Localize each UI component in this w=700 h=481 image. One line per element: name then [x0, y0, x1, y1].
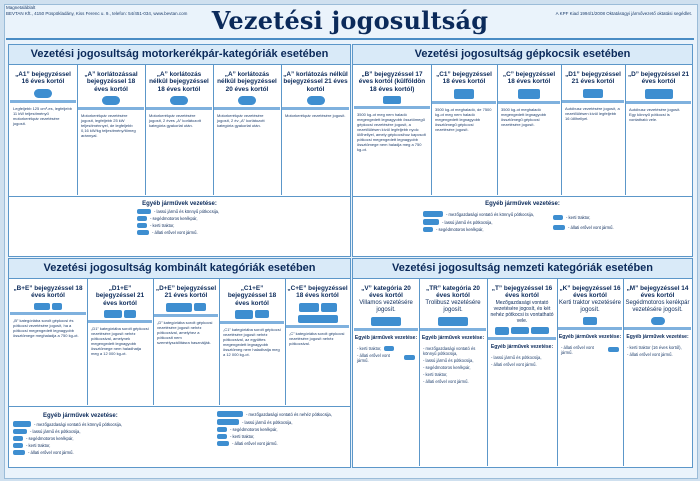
list-item: - kerti traktor,: [423, 371, 448, 377]
motorcycle-icon: [77, 96, 145, 105]
komb-cat-c1e: „C1+E” bejegyzéssel 18 éves kortól: [227, 285, 277, 307]
auto-cat-d1: „D1” bejegyzéssel 21 éves kortól: [565, 71, 621, 86]
moto-cat-a-20: „A” korlátozás nélkül bejegyzéssel 20 éves kortól: [217, 71, 277, 93]
moto-cat-a-18: „A” korlátozás nélkül bejegyzéssel 18 éves kortól: [149, 71, 209, 93]
list-item: - lassú jármű és könnyű pótkocsija,: [137, 209, 350, 214]
komb-col-c1e: [219, 279, 286, 405]
list-item: - lassú jármű és pótkocsija,: [217, 419, 349, 425]
motorcycle-icon: [145, 96, 213, 105]
truck-trailer-icon: [285, 303, 350, 312]
moto-col-a-21: [281, 65, 350, 195]
list-item: - lassú jármű és pótkocsija,: [491, 354, 542, 360]
komb-col-ce: [285, 279, 350, 405]
list-item: - állati erővel vont jármű.: [217, 441, 349, 446]
garden-tractor-icon: [384, 346, 394, 351]
moped-icon: [423, 227, 433, 232]
auto-desc-b: 3500 kg-ot meg nem haladó megengedett legnagyobb össztömegű gépkocsi vezetésére jogosít, a vezetőülésen kívül legfeljebb nyolc ülőhellyel, amely gépkocsihoz kapcsolt pótkocsi megengedett legnagyobb össztömege nem haladja meg a 750 kg-ot.: [357, 112, 426, 153]
auto-cat-d: „D” bejegyzéssel 21 éves kortól: [627, 71, 690, 86]
title-divider: [6, 38, 694, 40]
list-item: - mezőgazdasági vontató és nehéz pótkocsija,: [217, 411, 349, 417]
moto-col-a-18: [145, 65, 214, 195]
garden-tractor-icon: [137, 223, 147, 228]
horse-cart-icon: [608, 347, 619, 352]
auto-cat-b: „B” bejegyzéssel 17 éves kortól (külföldön 18 éves kortól): [358, 71, 426, 93]
nemz-desc-v: Villamos vezetésére jogosít.: [359, 299, 413, 313]
list-item: - segédmotoros kerékpár,: [423, 364, 471, 370]
nemz-other-title-k: Egyéb járművek vezetése:: [558, 333, 622, 340]
nemz-other-tr: [419, 341, 487, 384]
tractor-trailer-icon: [217, 411, 243, 417]
list-item: - állati erővel vont jármű.: [137, 230, 350, 235]
nemz-desc-tr: Trolibusz vezetésére jogosít.: [425, 299, 481, 313]
komb-col-be: [9, 279, 88, 405]
nemz-cat-tr: „TR” kategória 20 éves kortól: [426, 285, 480, 300]
auto-panel: [352, 44, 693, 257]
moto-desc-a1: Legfeljebb 125 cm³-es, legfeljebb 11 kW teljesítményű motorkerékpár vezetésére jogosít.: [13, 105, 72, 126]
approval-note: A KPF Kiad 1994/1/2008 Oktatásügyi jármővezető oktatási segédlet.: [555, 11, 692, 16]
list-item: - állati erővel vont jármű.: [553, 225, 688, 230]
list-item: - kerti traktor,: [137, 223, 350, 228]
auto-cat-c1: „C1” bejegyzéssel 18 éves kortól: [436, 71, 492, 86]
nemz-other-title-t: Egyéb járművek vezetése:: [490, 343, 554, 350]
page-title: Vezetési jogosultság: [211, 6, 489, 35]
nemz-col-m-divider: [624, 327, 691, 330]
moped-icon: [623, 317, 692, 325]
list-item: - lassú jármű és pótkocsija,: [423, 219, 573, 225]
nemz-other-k: [557, 340, 623, 355]
komb-col-d1e: [87, 279, 154, 405]
moto-other-vehicles: [9, 196, 350, 256]
list-item: - kerti traktor,: [553, 215, 688, 220]
auto-cat-c: „C” bejegyzéssel 18 éves kortól: [502, 71, 556, 86]
moto-cat-a-restricted: „A” korlátozással bejegyzéssel 18 éves kortól: [84, 71, 138, 93]
moto-cat-a-21: „A” korlátozás nélkül bejegyzéssel 21 éves kortól: [283, 71, 348, 93]
list-item: - állati erővel vont jármű.: [423, 378, 469, 384]
tractor-trailer-icon: [487, 327, 557, 335]
komb-heading: Vezetési jogosultság kombinált kategóriák esetében: [9, 259, 350, 279]
komb-panel: [8, 258, 351, 468]
moto-col-a-20: [213, 65, 282, 195]
nemz-desc-m: Segédmotoros kerékpár vezetésére jogosít.: [625, 299, 690, 313]
nemz-other-title-v: Egyéb járművek vezetése:: [354, 334, 418, 341]
nemz-col-tr: [419, 279, 488, 466]
komb-other-vehicles: [9, 406, 350, 467]
auto-desc-d: Autóbusz vezetésére jogosít. Egy könnyű pótkocsi is vontatható vele.: [629, 106, 681, 122]
list-item: - segédmotoros kerékpár,: [137, 216, 350, 221]
list-item: - mezőgazdasági vontató és könnyű pótkocsija,: [423, 345, 476, 356]
moto-heading: Vezetési jogosultság motorkerékpár-kategóriák esetében: [9, 45, 350, 65]
nemz-col-k: [557, 279, 624, 466]
nemz-other-title-tr: Egyéb járművek vezetése:: [421, 334, 485, 341]
list-item: - kerti traktor,: [217, 434, 349, 439]
list-item: - segédmotoros kerékpár,: [423, 227, 573, 232]
nemz-heading: Vezetési jogosultság nemzeti kategóriák esetében: [353, 259, 692, 279]
auto-other-title: Egyéb járművek vezetése:: [485, 201, 560, 207]
horse-cart-icon: [217, 441, 229, 446]
semi-trailer-icon: [285, 315, 350, 323]
nemz-col-k-divider: [558, 327, 622, 330]
motorcycle-icon: [9, 89, 77, 98]
auto-col-b: [353, 65, 432, 195]
komb-desc-ce: „C” kategóriába sorolt gépkocsi vezetésére jogosít nehéz pótkocsival.: [289, 330, 345, 346]
list-item: - kerti traktor,: [357, 346, 415, 351]
auto-desc-d1: Autóbusz vezetésére jogosít, a vezetőülésen kívül legfeljebb 16 ülőhellyel.: [565, 105, 620, 121]
minibus-trailer-icon: [87, 310, 153, 318]
list-item: - lassú jármű és pótkocsija,: [13, 429, 203, 434]
list-item: - mezőgazdasági vontató és könnyű pótkocsija,: [423, 211, 573, 217]
auto-col-d1: [561, 65, 626, 195]
nemz-cat-v: „V” kategória 20 éves kortól: [361, 285, 411, 300]
nemz-other-title-m: Egyéb járművek vezetése:: [626, 333, 689, 340]
moto-desc-a-21: Motorkerékpár vezetésére jogosít.: [285, 113, 346, 119]
moto-desc-a-restricted: Motorkerékpár vezetésére jogosít, legfeljebb 25 kW teljesítménnyel, de legfeljebb 0,16 kW/kg teljesítmény/tömeg aránnyal.: [81, 113, 136, 139]
motorcycle-icon: [213, 96, 281, 105]
garden-tractor-icon: [13, 443, 23, 448]
car-icon: [353, 96, 431, 104]
nemz-cat-t: „T” bejegyzéssel 16 éves kortól: [491, 285, 553, 300]
komb-columns: [9, 279, 350, 405]
nemz-other-t: [487, 350, 557, 367]
moto-col-a1: [9, 65, 78, 195]
komb-cat-ce: „C+E” bejegyzéssel 18 éves kortól: [287, 285, 348, 300]
moto-desc-a-18: Motorkerékpár vezetésére jogosít, 2 éves „A” korlátozott kategória gyakorlat után.: [149, 113, 201, 129]
nemz-col-tr-divider: [420, 328, 486, 331]
komb-col-de: [153, 279, 220, 405]
nemz-desc-k: Kerti traktor vezetésére jogosít.: [558, 299, 622, 313]
bus-trailer-icon: [153, 303, 219, 312]
trolleybus-icon: [419, 317, 487, 326]
moped-icon: [137, 216, 147, 221]
truck-trailer-icon: [219, 310, 285, 319]
komb-desc-c1e: „C1” kategóriába sorolt gépkocsi vezetésére jogosít nehéz pótkocsival, az együttes megengedett legnagyobb össztömeg nem haladhatja meg a 12 000 kg-ot.: [223, 327, 281, 358]
nemz-columns: [353, 279, 692, 466]
komb-other-title-left: Egyéb járművek vezetése:: [43, 413, 118, 419]
auto-col-c: [497, 65, 562, 195]
truck-icon: [431, 89, 497, 99]
moped-icon: [217, 427, 227, 432]
nemz-col-v: [353, 279, 420, 466]
publisher-line1: Magnetaláblalt: [6, 5, 36, 10]
list-item: - segédmotoros kerékpár,: [217, 427, 349, 432]
moto-other-title: Egyéb járművek vezetése:: [142, 201, 217, 207]
nemz-cat-k: „K” bejegyzéssel 16 éves kortól: [559, 285, 621, 300]
horse-cart-icon: [553, 225, 565, 230]
nemz-col-v-divider: [354, 328, 418, 331]
horse-cart-icon: [137, 230, 149, 235]
list-item: - mezőgazdasági vontató és könnyű pótkocsija,: [13, 421, 203, 427]
list-item: - segédmotoros kerékpár,: [13, 436, 203, 441]
bus-icon: [625, 89, 692, 99]
auto-columns: [353, 65, 692, 195]
nemz-other-m: [623, 340, 692, 357]
horse-cart-icon: [13, 450, 25, 455]
horse-cart-icon: [404, 355, 415, 360]
list-item: - lassú jármű és pótkocsija,: [423, 357, 474, 363]
nemz-panel: [352, 258, 693, 468]
auto-desc-c1: 3500 kg-ot meghaladó, de 7500 kg-ot meg nem haladó megengedett legnagyobb össztömegű gépkocsi vezetésére jogosít.: [435, 106, 492, 132]
garden-tractor-icon: [553, 215, 563, 220]
komb-desc-d1e: „D1” kategóriába sorolt gépkocsi vezetésére jogosít nehéz pótkocsival, amelynek megengedett legnagyobb össztömege nem haladhatja meg a 12 000 kg-ot.: [91, 326, 149, 357]
auto-heading: Vezetési jogosultság gépkocsik esetében: [353, 45, 692, 65]
slow-vehicle-icon: [423, 219, 439, 225]
slow-vehicle-icon: [137, 209, 151, 214]
auto-col-c1: [431, 65, 498, 195]
list-item: - állati erővel vont jármű.: [13, 450, 203, 455]
garden-tractor-icon: [557, 317, 623, 325]
moto-columns: [9, 65, 350, 195]
komb-cat-de: „D+E” bejegyzéssel 21 éves kortól: [155, 285, 217, 300]
nemz-col-t-divider: [488, 337, 556, 340]
car-trailer-icon: [9, 303, 87, 310]
auto-desc-c: 3500 kg-ot meghaladó megengedett legnagyobb össztömegű gépkocsi vezetésére jogosít.: [501, 106, 547, 127]
slow-vehicle-icon: [217, 419, 239, 425]
tram-icon: [353, 317, 419, 326]
komb-cat-be: „B+E” bejegyzéssel 18 éves kortól: [13, 285, 83, 300]
tractor-icon: [423, 211, 443, 217]
list-item: - állati erővel vont jármű.: [627, 351, 673, 357]
list-item: - kerti traktor (16 éves kortól),: [627, 344, 682, 350]
list-item: - állati erővel vont jármű.: [357, 353, 415, 363]
truck-icon: [497, 89, 561, 99]
minibus-icon: [561, 89, 625, 98]
nemz-desc-t: Mezőgazdasági vontató vezetésére jogosít, és két nehéz pótkocsi is vontatható vele.: [490, 299, 554, 324]
komb-desc-be: „B” kategóriába sorolt gépkocsi és pótkocsi vezetésére jogosít, ha a pótkocsi megengedett legnagyobb össztömege meghaladja a 750 kg-ot.: [13, 317, 79, 338]
komb-desc-de: „D” kategóriába sorolt gépkocsi vezetésére jogosít nehéz pótkocsival, amelyhez a pótkocsit nem személyszállításra használják.: [157, 319, 213, 345]
moto-col-a-restricted: [77, 65, 146, 195]
auto-other-vehicles: [353, 196, 692, 256]
list-item: - állati erővel vont jármű.: [491, 361, 537, 367]
slow-vehicle-icon: [13, 429, 27, 434]
auto-col-d: [625, 65, 692, 195]
moto-cat-a1: „A1” bejegyzéssel 16 éves kortól: [15, 71, 71, 86]
moto-panel: [8, 44, 351, 257]
list-item: - kerti traktor,: [13, 443, 203, 448]
publisher-line2: BEVTAN Kft., 4150 Püspökladány, Kiss Ferenc u. 9., telefon: 54/451-034, www.bevtan.com: [6, 10, 188, 16]
komb-cat-d1e: „D1+E” bejegyzéssel 21 éves kortól: [95, 285, 145, 307]
nemz-other-v: [353, 341, 419, 363]
moped-icon: [13, 436, 23, 441]
list-item: - állati erővel vont jármű.: [561, 345, 619, 355]
nemz-cat-m: „M” bejegyzéssel 14 éves kortól: [626, 285, 689, 300]
moto-desc-a-20: Motorkerékpár vezetésére jogosít, 2 év „A” korlátozott kategória gyakorlat után.: [217, 113, 265, 129]
garden-tractor-icon: [217, 434, 227, 439]
nemz-col-t: [487, 279, 558, 466]
motorcycle-icon: [281, 96, 350, 105]
nemz-col-m: [623, 279, 692, 466]
tractor-icon: [13, 421, 31, 427]
